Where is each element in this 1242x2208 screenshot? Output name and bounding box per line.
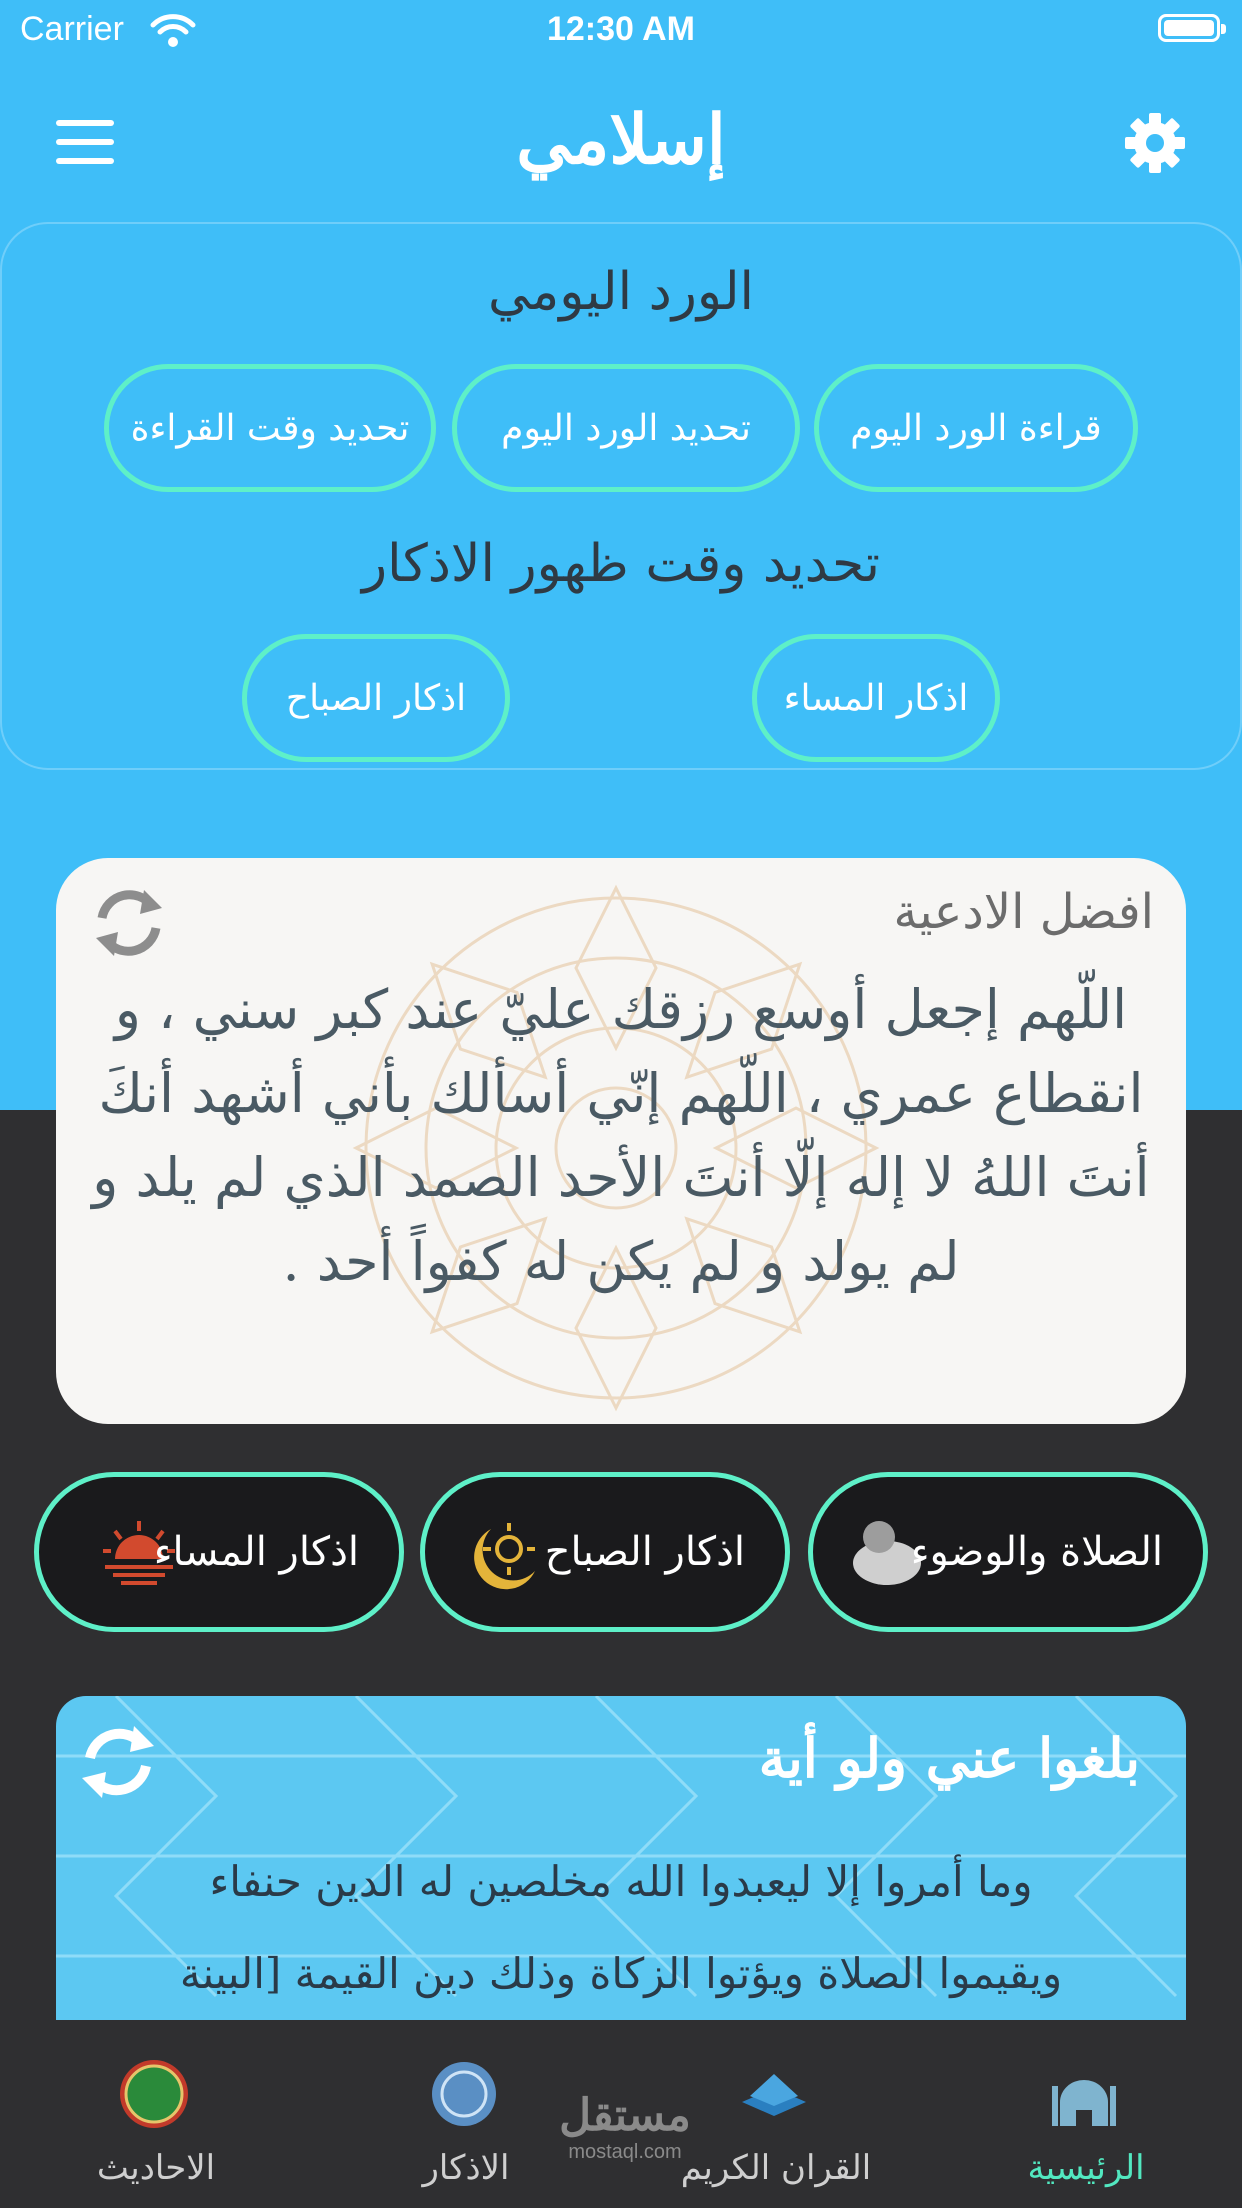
refresh-verse-icon[interactable] [70,1714,166,1810]
evening-azkar-label: اذكار المساء [153,1529,359,1575]
watermark-site: mostaql.com [568,2141,682,2163]
morning-azkar-button[interactable] [420,1472,790,1632]
hadith-icon [116,2056,192,2132]
azkar-time-title: تحديد وقت ظهور الاذكار [361,534,881,594]
daily-wird-title: الورد اليومي [488,262,754,322]
tab-quran-label: القران الكريم [680,2148,872,2188]
gear-icon[interactable] [1124,112,1186,174]
set-reading-time-button[interactable]: تحديد وقت القراءة [104,364,436,492]
verse-card [56,1696,1186,2020]
verse-text [86,1836,1156,2020]
app-title: إسلامي [516,100,726,180]
watermark-brand: مستقل [559,2091,691,2140]
prayer-wudu-button[interactable] [808,1472,1208,1632]
prayer-wudu-label: الصلاة والوضوء [910,1529,1163,1575]
quran-icon [736,2056,812,2132]
battery-icon [1158,14,1220,42]
verse-line: وما أمروا إلا ليعبدوا الله مخلصين له الدين حنفاء [209,1857,1033,1906]
clock: 12:30 AM [546,10,696,48]
evening-azkar-button[interactable] [34,1472,404,1632]
refresh-dua-icon[interactable] [84,878,174,968]
morning-azkar-label: اذكار الصباح [544,1529,745,1575]
dua-text: اللّهم إجعل أوسع رزقك عليّ عند كبر سني ، و انقطاع عمري ، اللّهم إنّي أسألك بأني أشهد أنكَ أنتَ اللهُ لا إله إلّا أنتَ الأحد الصمد الذي لم يلد و لم يولد و لم يكن له كفواً أحد . [92,978,1150,1293]
read-today-wird-button[interactable]: قراءة الورد اليوم [814,364,1138,492]
carrier-label: Carrier [20,10,124,48]
azkar-icon [426,2056,502,2132]
status-bar [0,0,1242,62]
watermark [540,2090,710,2164]
verse-title: بلغوا عني ولو أية [758,1726,1140,1790]
tab-home-label: الرئيسية [1027,2148,1145,2188]
tab-hadith[interactable] [26,2020,286,2208]
tab-home[interactable] [956,2020,1216,2208]
morning-azkar-time-button[interactable]: اذكار الصباح [242,634,510,762]
mosque-icon [1046,2056,1122,2132]
tab-hadith-label: الاحاديث [96,2148,216,2188]
dua-card [56,858,1186,1424]
set-today-wird-button[interactable]: تحديد الورد اليوم [452,364,800,492]
evening-azkar-time-button[interactable]: اذكار المساء [752,634,1000,762]
dua-title: افضل الادعية [893,884,1154,940]
sun-moon-icon [461,1509,549,1597]
verse-line: ويقيموا الصلاة ويؤتوا الزكاة وذلك دين القيمة [البينة [179,1949,1063,1998]
tab-azkar-label: الاذكار [422,2148,510,2188]
